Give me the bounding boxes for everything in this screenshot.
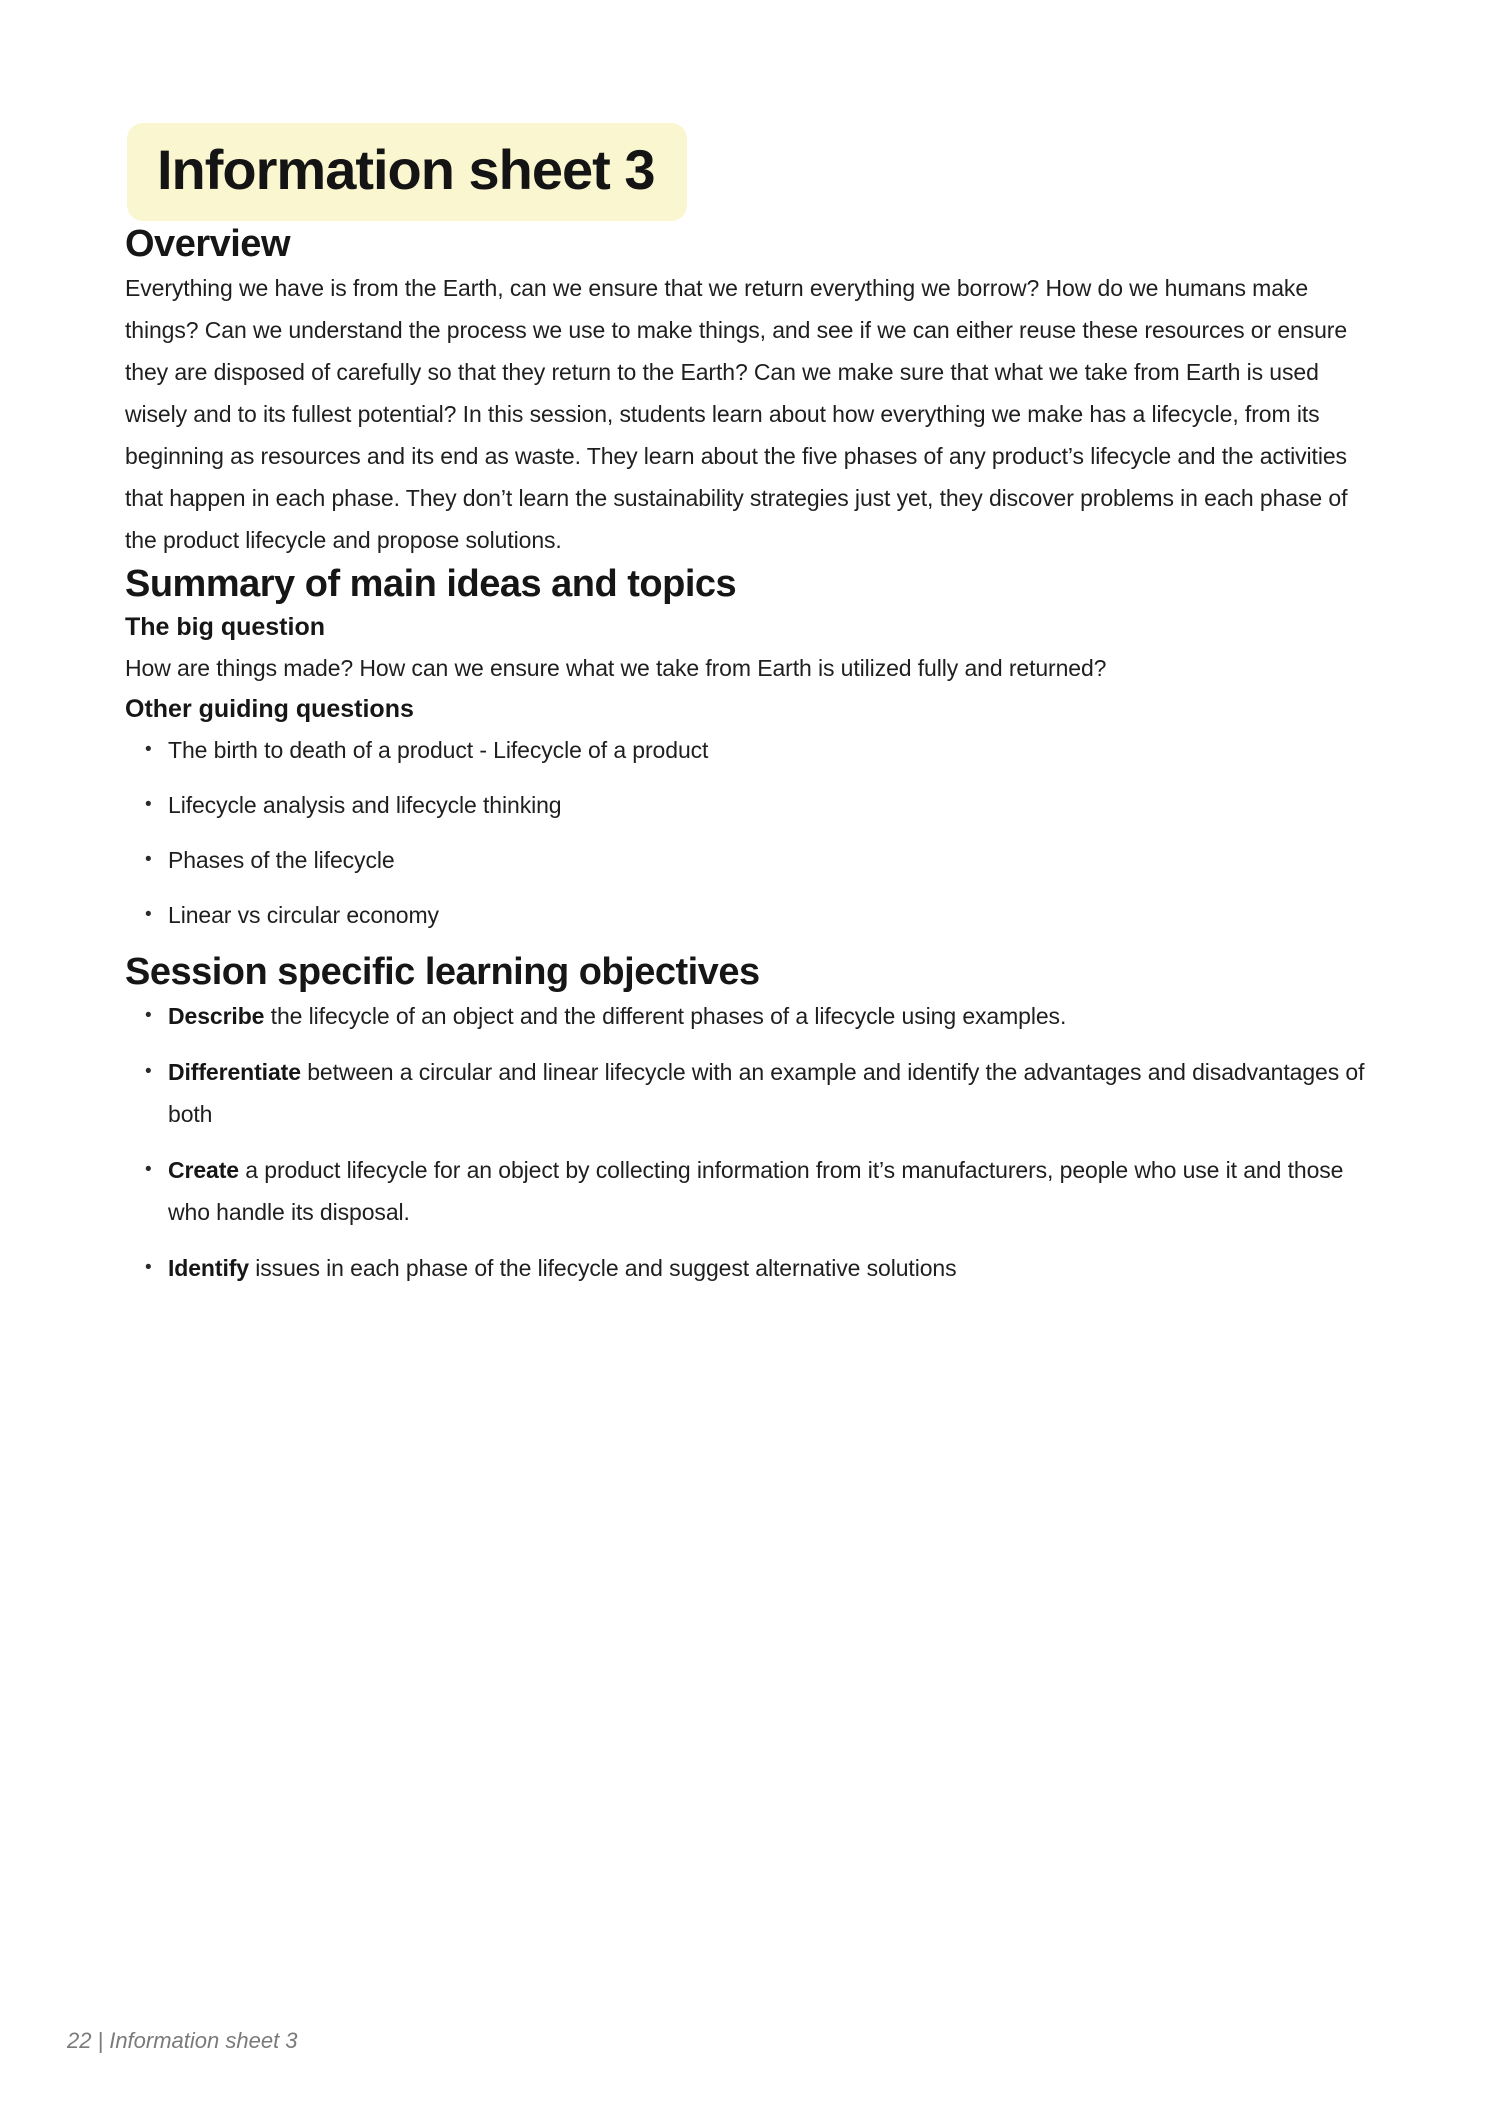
guiding-question-text: Lifecycle analysis and lifecycle thinking xyxy=(168,792,562,818)
objective-rest: between a circular and linear lifecycle with an example and identify the advantages and disadvantages of both xyxy=(168,1059,1365,1127)
list-item xyxy=(125,995,1377,1037)
page-footer xyxy=(67,2026,298,2056)
list-item xyxy=(125,1051,1377,1135)
bullet-icon: • xyxy=(145,1159,152,1180)
bullet-icon: • xyxy=(145,1061,152,1082)
bullet-icon: • xyxy=(145,1257,152,1278)
objective-text xyxy=(168,1247,1377,1289)
overview-paragraph: Everything we have is from the Earth, can we ensure that we return everything we borrow? How do we humans make things? Can we understand the process we use to make things, and see if we can either reuse these resources or ensure they are disposed of carefully so that they return to the Earth? Can we make sure that what we take from Earth is used wisely and to its fullest potential? In this session, students learn about how everything we make has a lifecycle, from its beginning as resources and its end as waste. They learn about the five phases of any product’s lifecycle and the activities that happen in each phase. They don’t learn the sustainability strategies just yet, they discover problems in each phase of the product lifecycle and propose solutions. xyxy=(125,275,1348,553)
list-item xyxy=(125,729,1377,771)
summary-heading: Summary of main ideas and topics xyxy=(125,563,737,605)
objective-lead: Identify xyxy=(168,1255,249,1281)
objective-lead: Differentiate xyxy=(168,1059,301,1085)
objectives-list xyxy=(125,995,1377,1289)
list-item xyxy=(125,1247,1377,1289)
bullet-icon: • xyxy=(145,739,152,760)
list-item xyxy=(125,784,1377,826)
guiding-questions-heading: Other guiding questions xyxy=(125,695,414,723)
objective-lead: Describe xyxy=(168,1003,265,1029)
overview-heading: Overview xyxy=(125,223,290,265)
objective-lead: Create xyxy=(168,1157,239,1183)
footer-page-number: 22 xyxy=(67,2028,92,2053)
title-highlight xyxy=(127,123,687,221)
objective-rest: issues in each phase of the lifecycle and suggest alternative solutions xyxy=(248,1255,957,1281)
guiding-question-text: The birth to death of a product - Lifecycle of a product xyxy=(168,737,709,763)
overview-section xyxy=(125,221,1377,561)
objectives-section xyxy=(125,949,1377,1289)
objective-text xyxy=(168,1051,1377,1135)
bullet-icon: • xyxy=(145,1005,152,1026)
guiding-question-text: Phases of the lifecycle xyxy=(168,847,395,873)
objective-rest: the lifecycle of an object and the different phases of a lifecycle using examples. xyxy=(264,1003,1067,1029)
page-title: Information sheet 3 xyxy=(157,138,655,201)
big-question-text: How are things made? How can we ensure what we take from Earth is utilized fully and returned? xyxy=(125,655,1107,681)
bullet-icon: • xyxy=(145,904,152,925)
objective-rest: a product lifecycle for an object by collecting information from it’s manufacturers, people who use it and those who handle its disposal. xyxy=(168,1157,1344,1225)
big-question-heading: The big question xyxy=(125,613,325,641)
list-item xyxy=(125,1149,1377,1233)
bullet-icon: • xyxy=(145,794,152,815)
list-item xyxy=(125,839,1377,881)
objective-text xyxy=(168,995,1377,1037)
footer-separator: | xyxy=(97,2028,104,2053)
objective-text xyxy=(168,1149,1377,1233)
footer-label: Information sheet 3 xyxy=(109,2028,298,2053)
bullet-icon: • xyxy=(145,849,152,870)
guiding-question-text: Linear vs circular economy xyxy=(168,902,439,928)
summary-section xyxy=(125,561,1377,936)
objectives-heading: Session specific learning objectives xyxy=(125,951,760,993)
list-item xyxy=(125,894,1377,936)
guiding-questions-list xyxy=(125,729,1377,936)
